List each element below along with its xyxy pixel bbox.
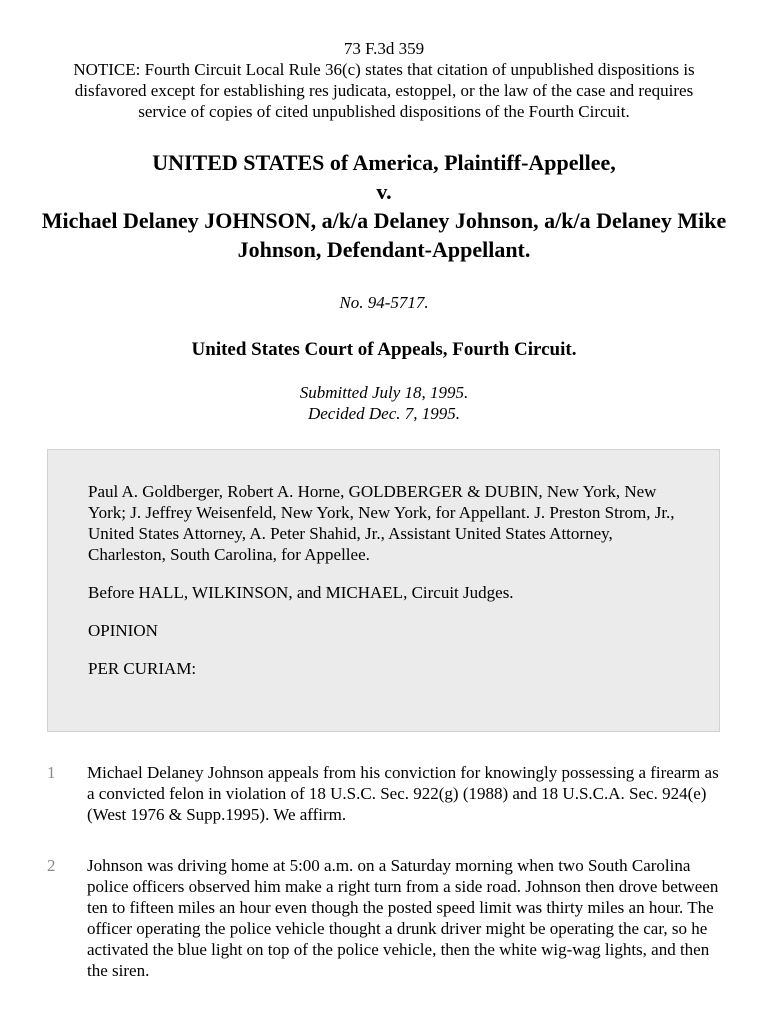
- plaintiff-line: UNITED STATES of America, Plaintiff-Appellee,: [152, 150, 616, 175]
- counsel-panel: [47, 449, 720, 732]
- court-name: United States Court of Appeals, Fourth Circuit.: [191, 339, 577, 360]
- case-caption: [40, 148, 728, 264]
- defendant-line: Michael Delaney JOHNSON, a/k/a Delaney Johnson, a/k/a Delaney Mike Johnson, Defendant-Appellant.: [41, 208, 727, 262]
- document-header: [52, 0, 716, 122]
- submitted-date: Submitted July 18, 1995.: [299, 383, 469, 402]
- paragraph-number: 2: [47, 856, 56, 875]
- counsel-listing: Paul A. Goldberger, Robert A. Horne, GOLDBERGER & DUBIN, New York, New York; J. Jeffrey Weisenfeld, New York, New York, for Appellant. J. Preston Strom, Jr., United States Attorney, A. Peter Shahid, Jr., Assistant United States Attorney, Charleston, South Carolina, for Appellee.: [88, 482, 675, 564]
- versus-line: v.: [376, 179, 392, 204]
- opinion-label: OPINION: [88, 621, 158, 640]
- paragraph-number: 1: [47, 763, 56, 782]
- citation: 73 F.3d 359: [343, 39, 425, 58]
- per-curiam-label: PER CURIAM:: [88, 659, 197, 678]
- case-dates: [0, 382, 768, 424]
- decided-date: Decided Dec. 7, 1995.: [307, 404, 460, 423]
- paragraph-text: Johnson was driving home at 5:00 a.m. on a Saturday morning when two South Carolina police officers observed him make a right turn from a side road. Johnson then drove between ten to fifteen miles an hour even though the posted speed limit was thirty miles an hour. The officer operating the police vehicle thought a drunk driver might be operating the car, so he activated the blue light on top of the police vehicle, then the white wig-wag lights, and then the siren.: [87, 856, 719, 980]
- unpublished-notice: NOTICE: Fourth Circuit Local Rule 36(c) states that citation of unpublished dispositions is disfavored except for establishing res judicata, estoppel, or the law of the case and requires service of copies of cited unpublished dispositions of the Fourth Circuit.: [73, 60, 695, 121]
- docket-number: No. 94-5717.: [339, 293, 429, 312]
- paragraph-text: Michael Delaney Johnson appeals from his conviction for knowingly possessing a firearm as a convicted felon in violation of 18 U.S.C. Sec. 922(g) (1988) and 18 U.S.C.A. Sec. 924(e) (West 1976 & Supp.1995). We affirm.: [87, 763, 719, 824]
- judges-line: Before HALL, WILKINSON, and MICHAEL, Circuit Judges.: [88, 583, 514, 602]
